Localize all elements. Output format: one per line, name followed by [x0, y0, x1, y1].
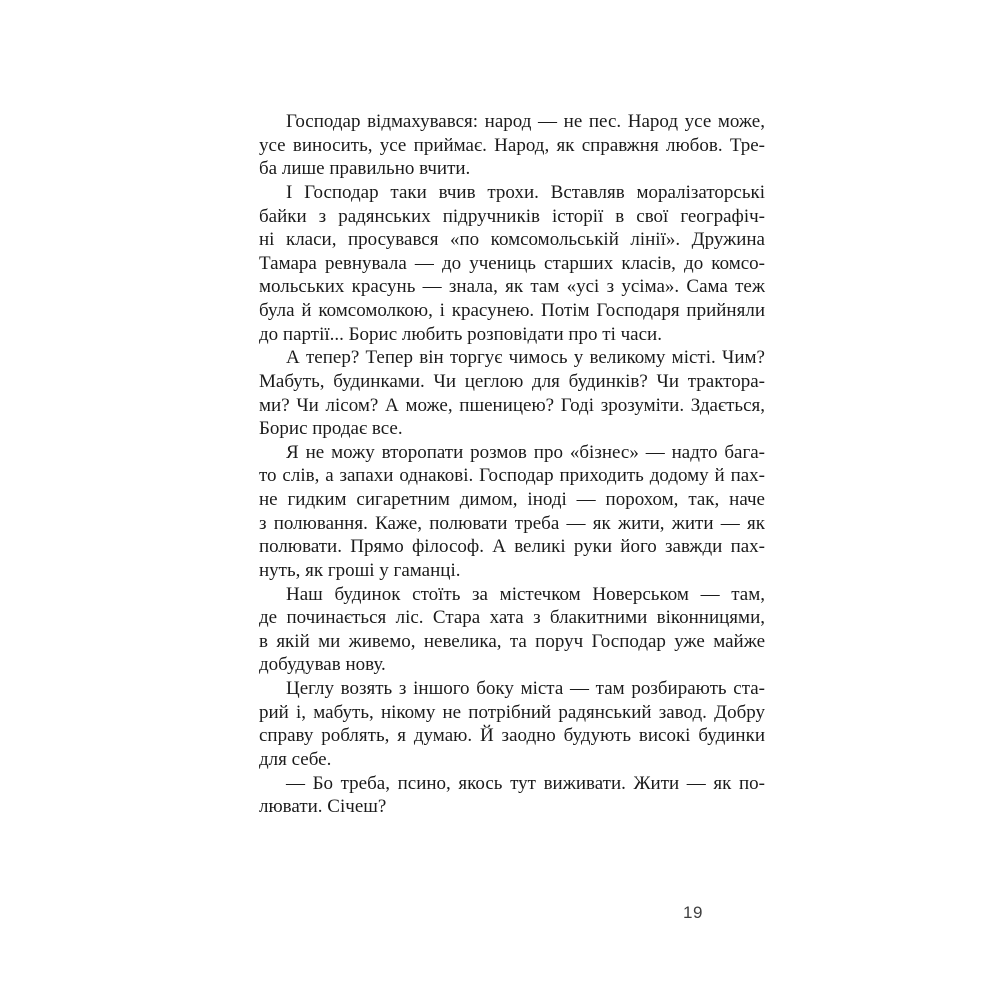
text-line: нуть, як гроші у гаманці.	[259, 559, 461, 581]
text-line: до партії... Борис любить розповідати про ті часи.	[259, 323, 662, 345]
text-line: де починається ліс. Стара хата з блакитними віконницями,	[259, 607, 765, 629]
text-line: Я не можу второпати розмов про «бізнес» — надто бага-	[286, 441, 765, 463]
text-line: мольських красунь — знала, як там «усі з усіма». Сама теж	[259, 276, 765, 298]
text-line: ні класи, просувався «по комсомольській лінії». Дружина	[259, 229, 765, 251]
text-line: Борис продає все.	[259, 418, 403, 440]
text-line: для себе.	[259, 748, 332, 770]
paragraph	[259, 181, 765, 346]
text-line: ми? Чи лісом? А може, пшеницею? Годі зрозуміти. Здається,	[259, 394, 765, 416]
text-line: полювати. Прямо філософ. А великі руки його завжди пах-	[259, 536, 765, 558]
text-line: справу роблять, я думаю. Й заодно будують високі будинки	[259, 725, 765, 747]
text-line: не гидким сигаретним димом, іноді — порохом, так, наче	[259, 489, 765, 510]
paragraph	[259, 772, 765, 819]
text-line: Наш будинок стоїть за містечком Новерськом — там,	[286, 583, 765, 605]
paragraph	[259, 677, 765, 772]
text-line: Господар відмахувався: народ — не пес. Народ усе може,	[286, 111, 765, 132]
body-text	[259, 110, 765, 819]
text-line: Мабуть, будинками. Чи цеглою для будинків? Чи трактора-	[259, 370, 765, 392]
text-line: добудував нову.	[259, 654, 386, 676]
paragraph	[259, 110, 765, 181]
paragraph	[259, 346, 765, 441]
text-line: А тепер? Тепер він торгує чимось у великому місті. Чим?	[286, 347, 765, 369]
text-line: лювати. Січеш?	[259, 796, 387, 818]
text-line: була й комсомолкою, і красунею. Потім Господаря прийняли	[259, 300, 765, 321]
text-line: в якій ми живемо, невелика, та поруч Господар уже майже	[259, 630, 765, 652]
text-line: з полювання. Каже, полювати треба — як жити, жити — як	[259, 512, 765, 534]
text-line: Тамара ревнувала — до учениць старших класів, до комсо-	[259, 252, 765, 274]
text-line: то слів, а запахи однакові. Господар приходить додому й пах-	[259, 465, 765, 487]
text-line: байки з радянських підручників історії в свої географіч-	[259, 205, 765, 227]
text-line: Цеглу возять з іншого боку міста — там розбирають ста-	[286, 678, 765, 699]
paragraph	[259, 441, 765, 583]
page-number: 19	[683, 903, 703, 922]
text-line: — Бо треба, псино, якось тут виживати. Жити — як по-	[286, 772, 765, 794]
text-line: ба лише правильно вчити.	[259, 158, 471, 180]
text-line: І Господар таки вчив трохи. Вставляв моралізаторські	[286, 181, 765, 203]
paragraph	[259, 583, 765, 678]
text-line: усе виносить, усе приймає. Народ, як справжня любов. Тре-	[259, 134, 765, 156]
text-line: рий і, мабуть, нікому не потрібний радянський завод. Добру	[259, 701, 765, 723]
